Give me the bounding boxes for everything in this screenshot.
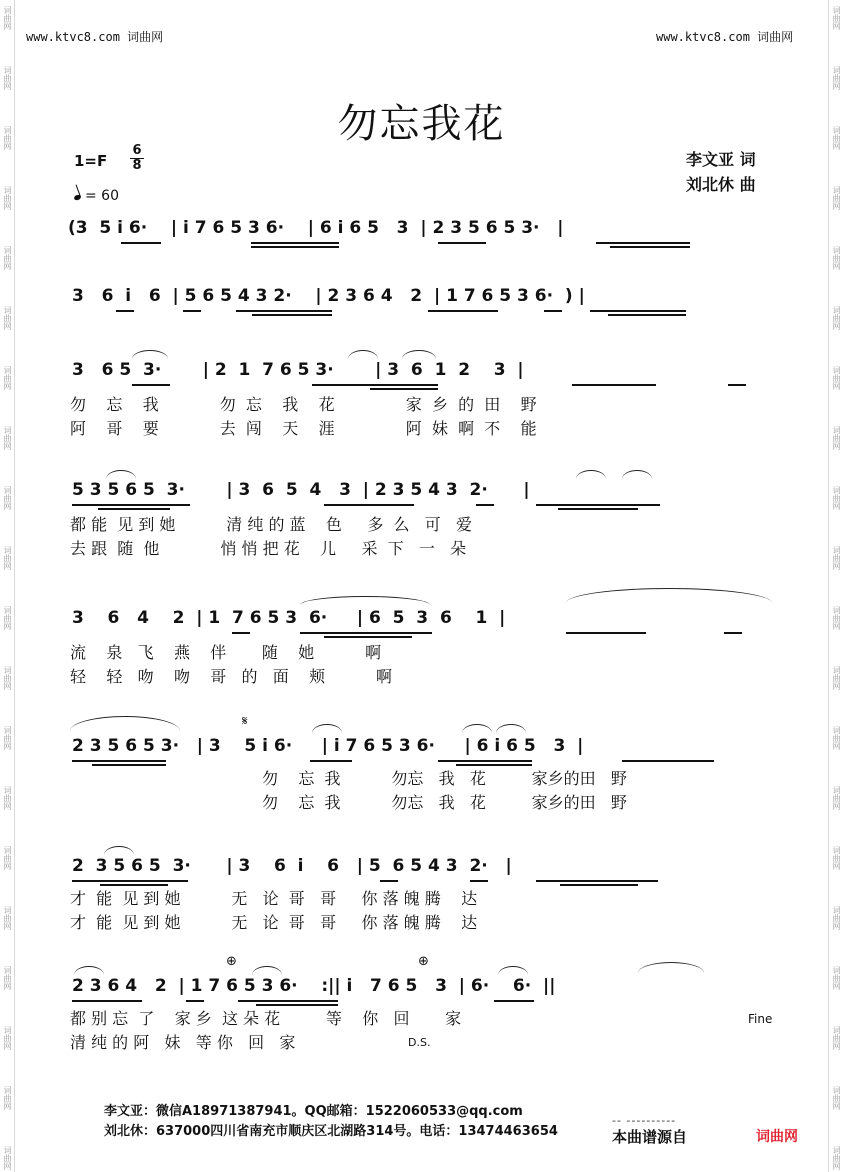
beam: [232, 632, 250, 634]
beam: [252, 314, 332, 316]
edge-watermark-text: 词曲网: [832, 246, 841, 270]
edge-watermark-text: 词曲网: [832, 546, 841, 570]
dal-segno-marking: D.S.: [408, 1036, 431, 1049]
score-row-2: [0, 286, 843, 310]
meter-top: 6: [130, 144, 144, 159]
notes-row-8: 2 3 6 4 2 | 1 7 6 5 3 6· :|| i 7 6 5 3 | 6· 6· ||: [72, 976, 556, 996]
edge-watermark-text: 词曲网: [3, 846, 12, 870]
footer-dashes: -- ----------: [612, 1114, 677, 1127]
lyric-row-7-verse-1: 才 能 见 到 她 无 论 哥 哥 你 落 魄 腾 达: [70, 889, 478, 908]
edge-watermark-text: 词曲网: [3, 546, 12, 570]
edge-watermark-text: 词曲网: [3, 1086, 12, 1110]
quarter-note-icon: [73, 194, 81, 201]
edge-watermark-text: 词曲网: [832, 666, 841, 690]
score-row-3: [0, 360, 843, 384]
edge-watermark-text: 词曲网: [832, 6, 841, 30]
edge-watermark-text: 词曲网: [3, 486, 12, 510]
edge-watermark-text: 词曲网: [3, 66, 12, 90]
slur: [348, 350, 378, 359]
song-title: 勿忘我花: [337, 101, 506, 147]
fine-marking: Fine: [748, 1012, 773, 1026]
edge-watermark-text: 词曲网: [3, 1026, 12, 1050]
beam: [183, 310, 201, 312]
site-watermark-right: www.ktvc8.com 词曲网: [656, 30, 794, 44]
edge-watermark-text: 词曲网: [832, 1026, 841, 1050]
edge-watermark-text: 词曲网: [832, 786, 841, 810]
edge-watermark-text: 词曲网: [3, 606, 12, 630]
edge-watermark-text: 词曲网: [3, 366, 12, 390]
footer-composer-contact: 刘北休：637000四川省南充市顺庆区北湖路314号。电话：13474463654: [104, 1124, 558, 1139]
beam: [236, 310, 332, 312]
notes-row-7: 2 3 5 6 5 3· | 3 6 i 6 | 5 6 5 4 3 2· |: [72, 856, 512, 876]
lyric-row-6-verse-1: 勿 忘 我 勿忘 我 花 家乡的田 野: [262, 769, 627, 788]
beam: [186, 1000, 204, 1002]
edge-watermark-text: 词曲网: [832, 966, 841, 990]
edge-watermark-text: 词曲网: [3, 306, 12, 330]
edge-watermark-text: 词曲网: [832, 306, 841, 330]
beam: [300, 632, 432, 634]
beam: [470, 880, 488, 882]
slur: [312, 724, 342, 733]
lyric-row-6-verse-2: 勿 忘 我 勿忘 我 花 家乡的田 野: [262, 793, 627, 812]
edge-watermark-text: 词曲网: [832, 726, 841, 750]
beam: [121, 242, 161, 244]
slur: [132, 350, 168, 359]
edge-watermark-text: 词曲网: [832, 846, 841, 870]
score-row-6: [0, 736, 843, 760]
notes-row-3: 3 6 5 3· | 2 1 7 6 5 3· | 3 6 1 2 3 |: [72, 360, 524, 380]
beam: [536, 880, 658, 882]
beam: [98, 508, 170, 510]
beam: [608, 314, 686, 316]
notes-row-2: 3 6 i 6 | 5 6 5 4 3 2· | 2 3 6 4 2 | 1 7 6 5 3 6· ) |: [72, 286, 585, 306]
beam: [310, 760, 352, 762]
notes-row-5: 3 6 4 2 | 1 7 6 5 3 6· | 6 5 3 6 1 |: [72, 608, 506, 628]
slur: [300, 596, 430, 605]
tempo-value: = 60: [85, 188, 119, 204]
edge-watermark-text: 词曲网: [832, 486, 841, 510]
beam: [494, 1000, 534, 1002]
slur: [402, 350, 436, 359]
beam: [728, 384, 746, 386]
beam: [116, 310, 134, 312]
time-signature: [130, 144, 144, 173]
slur: [104, 846, 134, 855]
beam: [560, 884, 638, 886]
edge-watermark-text: 词曲网: [832, 66, 841, 90]
edge-watermark-text: 词曲网: [3, 786, 12, 810]
beam: [438, 760, 532, 762]
edge-watermark-text: 词曲网: [3, 186, 12, 210]
beam: [312, 384, 438, 386]
edge-watermark-text: 词曲网: [3, 6, 12, 30]
site-watermark-left: www.ktvc8.com 词曲网: [26, 30, 164, 44]
edge-watermark-text: 词曲网: [3, 666, 12, 690]
edge-watermark-text: 词曲网: [832, 366, 841, 390]
score-row-4: [0, 480, 843, 504]
score-row-1: [0, 218, 843, 242]
edge-watermark-text: 词曲网: [3, 906, 12, 930]
beam: [324, 636, 412, 638]
beam: [572, 384, 656, 386]
beam: [724, 632, 742, 634]
lyric-row-4-verse-1: 都 能 见 到 她 清 纯 的 蓝 色 多 么 可 爱: [70, 515, 473, 534]
lyric-row-5-verse-1: 流 泉 飞 燕 伴 随 她 啊: [70, 643, 382, 662]
edge-watermark-text: 词曲网: [832, 906, 841, 930]
beam: [370, 388, 438, 390]
beam: [558, 508, 638, 510]
score-row-8: [0, 976, 843, 1000]
beam: [596, 242, 690, 244]
lyric-row-4-verse-2: 去 跟 随 他 悄 悄 把 花 儿 采 下 一 朵: [70, 539, 467, 558]
notes-row-1: (3 5 i 6· | i 7 6 5 3 6· | 6 i 6 5 3 | 2 3 5 6 5 3· |: [68, 218, 564, 238]
segno-icon: 𝄋: [242, 714, 248, 729]
coda-icon: ⊕: [418, 954, 429, 969]
edge-watermark-text: 词曲网: [3, 246, 12, 270]
slur: [106, 470, 136, 479]
edge-watermark-text: 词曲网: [3, 966, 12, 990]
notes-row-4: 5 3 5 6 5 3· | 3 6 5 4 3 | 2 3 5 4 3 2· |: [72, 480, 530, 500]
notes-row-6: 2 3 5 6 5 3· | 3 5 i 6· | i 7 6 5 3 6· | 6 i 6 5 3 |: [72, 736, 584, 756]
tie-to-next-line: [566, 588, 772, 603]
lyricist-credit: 李文亚 词: [686, 150, 756, 169]
slur: [252, 966, 282, 975]
beam: [438, 242, 486, 244]
lyric-row-5-verse-2: 轻 轻 吻 吻 哥 的 面 颊 啊: [70, 667, 393, 686]
beam: [590, 310, 686, 312]
lyric-row-3-verse-1: 勿 忘 我 勿 忘 我 花 家 乡 的 田 野: [70, 395, 537, 414]
edge-watermark-text: 词曲网: [832, 126, 841, 150]
slur: [622, 470, 652, 479]
lyric-row-7-verse-2: 才 能 见 到 她 无 论 哥 哥 你 落 魄 腾 达: [70, 913, 478, 932]
beam: [566, 632, 646, 634]
beam: [238, 1000, 338, 1002]
composer-credit: 刘北休 曲: [686, 175, 756, 194]
tie-from-previous-line: [70, 716, 180, 731]
slur: [576, 470, 606, 479]
edge-watermark-text: 词曲网: [3, 726, 12, 750]
tempo-marking: [74, 188, 119, 204]
coda-icon: ⊕: [226, 954, 237, 969]
beam: [72, 504, 190, 506]
brand-logo: 词曲网: [756, 1129, 798, 1145]
slur: [462, 724, 492, 733]
meter-bottom: 8: [132, 158, 142, 173]
score-row-7: [0, 856, 843, 880]
edge-watermark-text: 词曲网: [832, 186, 841, 210]
beam: [251, 246, 339, 248]
beam: [251, 242, 339, 244]
beam: [428, 310, 498, 312]
source-label: 本曲谱源自: [612, 1128, 688, 1146]
edge-watermark-text: 词曲网: [3, 1146, 12, 1170]
score-row-5: [0, 608, 843, 632]
beam: [72, 1000, 142, 1002]
edge-watermark-text: 词曲网: [832, 606, 841, 630]
beam: [72, 880, 188, 882]
beam: [380, 880, 398, 882]
edge-watermark-text: 词曲网: [832, 1146, 841, 1170]
edge-watermark-text: 词曲网: [3, 126, 12, 150]
beam: [476, 504, 494, 506]
beam: [72, 760, 166, 762]
beam: [324, 504, 414, 506]
footer-lyricist-contact: 李文亚：微信A18971387941。QQ邮箱：1522060533@qq.com: [104, 1104, 523, 1119]
lyric-row-8-verse-2: 清 纯 的 阿 妹 等 你 回 家: [70, 1033, 296, 1052]
beam: [536, 504, 660, 506]
slur: [498, 966, 528, 975]
edge-watermark-text: 词曲网: [3, 426, 12, 450]
beam: [92, 764, 166, 766]
lyric-row-3-verse-2: 阿 哥 要 去 闯 天 涯 阿 妹 啊 不 能: [70, 419, 537, 438]
beam: [622, 760, 714, 762]
edge-watermark-text: 词曲网: [832, 1086, 841, 1110]
edge-watermark-text: 词曲网: [832, 426, 841, 450]
slur: [638, 962, 704, 973]
beam: [132, 384, 170, 386]
slur: [74, 966, 104, 975]
key-signature: 1=F: [74, 152, 108, 170]
lyric-row-8-verse-1: 都 别 忘 了 家 乡 这 朵 花 等 你 回 家: [70, 1009, 462, 1028]
beam: [610, 246, 690, 248]
slur: [496, 724, 526, 733]
beam: [544, 310, 562, 312]
